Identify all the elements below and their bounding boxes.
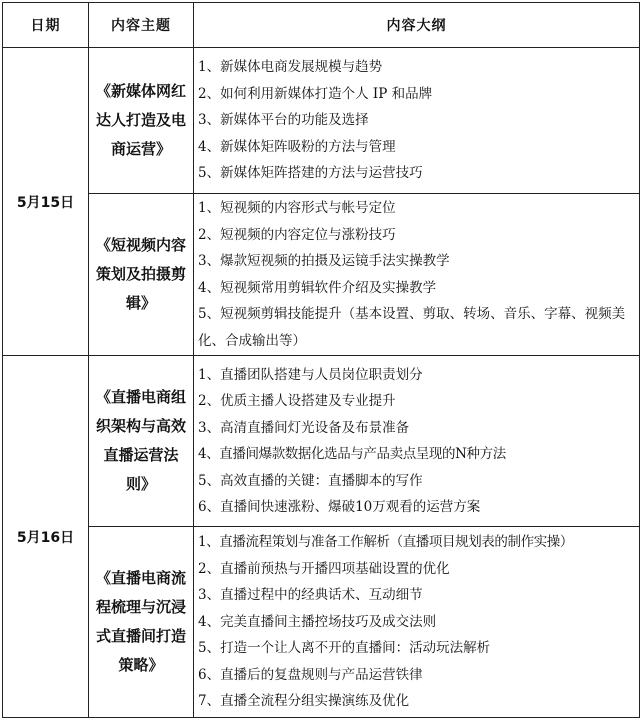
header-topic: 内容主题: [89, 3, 194, 48]
topic-cell: 《直播电商流程梳理与沉浸式直播间打造策略》: [89, 527, 194, 718]
header-date: 日期: [3, 3, 89, 48]
session-row: [3, 48, 640, 194]
outline-item: 5、新媒体矩阵搭建的方法与运营技巧: [198, 165, 423, 182]
outline-item: 6、直播后的复盘规则与产品运营铁律: [198, 666, 423, 683]
outline-item: 5、打造一个让人离不开的直播间：活动玩法解析: [198, 640, 491, 657]
outline-cell: [194, 194, 640, 356]
topic-cell: 《直播电商组织架构与高效直播运营法则》: [89, 356, 194, 527]
date-cell: 5月15日: [3, 48, 89, 356]
outline-item: 2、直播前预热与开播四项基础设置的优化: [198, 560, 450, 577]
outline-item: 5、短视频剪辑技能提升（基本设置、剪取、转场、音乐、字幕、视频美化、合成输出等）: [198, 306, 626, 349]
outline-item: 3、直播过程中的经典话术、互动细节: [198, 587, 423, 604]
outline-item: 2、优质主播人设搭建及专业提升: [198, 393, 396, 409]
outline-item: 3、新媒体平台的功能及选择: [198, 112, 369, 129]
session-row: [3, 194, 640, 356]
outline-item: 4、短视频常用剪辑软件介绍及实操教学: [198, 279, 437, 296]
outline-item: 3、高清直播间灯光设备及布景准备: [198, 419, 410, 436]
outline-item: 2、如何利用新媒体打造个人 IP 和品牌: [198, 85, 433, 102]
schedule-table: [2, 2, 640, 718]
outline-item: 1、短视频的内容形式与帐号定位: [198, 200, 396, 216]
outline-item: 5、高效直播的关键：直播脚本的写作: [198, 472, 423, 489]
outline-item: 1、直播流程策划与准备工作解析（直播项目规划表的制作实操）: [198, 534, 573, 551]
date-cell: 5月16日: [3, 356, 89, 718]
outline-item: 1、直播团队搭建与人员岗位职责划分: [198, 366, 423, 383]
header-row: [3, 3, 640, 48]
outline-cell: [194, 48, 640, 194]
outline-cell: [194, 527, 640, 718]
session-row: [3, 356, 640, 527]
session-row: [3, 527, 640, 718]
outline-item: 7、直播全流程分组实操演练及优化: [198, 693, 410, 710]
outline-item: 2、短视频的内容定位与涨粉技巧: [198, 226, 396, 243]
outline-item: 6、直播间快速涨粉、爆破10万观看的运营方案: [198, 499, 481, 515]
topic-cell: 《新媒体网红达人打造及电商运营》: [89, 48, 194, 194]
outline-item: 4、直播间爆款数据化选品与产品卖点呈现的N种方法: [198, 446, 506, 462]
outline-item: 1、新媒体电商发展规模与趋势: [198, 59, 383, 76]
outline-item: 3、爆款短视频的拍摄及运镜手法实操教学: [198, 253, 450, 269]
outline-item: 4、新媒体矩阵吸粉的方法与管理: [198, 138, 396, 155]
outline-item: 4、完美直播间主播控场技巧及成交法则: [198, 613, 437, 630]
outline-cell: [194, 356, 640, 527]
header-outline: 内容大纲: [194, 3, 640, 48]
topic-cell: 《短视频内容策划及拍摄剪辑》: [89, 194, 194, 356]
